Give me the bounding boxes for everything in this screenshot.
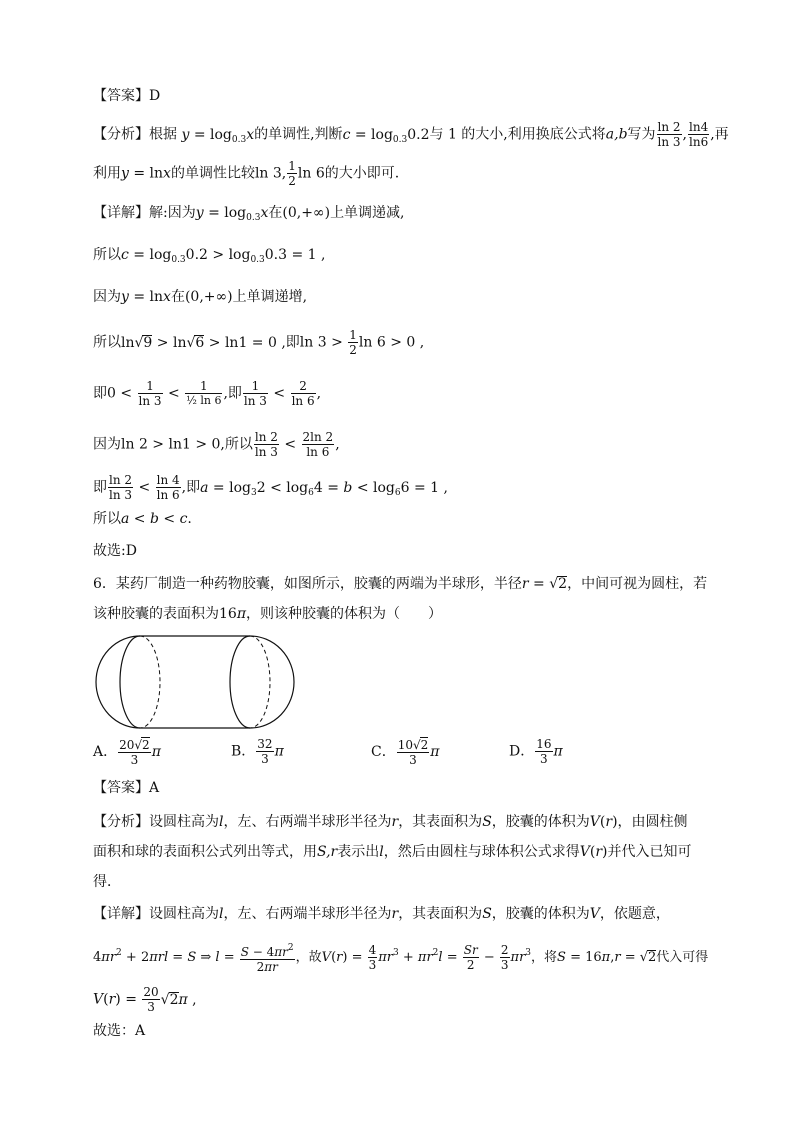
fraction: $\frac{20}{3}$: [143, 985, 159, 1014]
math: V(r) =: [321, 950, 367, 965]
math: $\pi r^3$: [510, 948, 532, 965]
text: ，胶囊的体积为: [491, 814, 590, 830]
math: $4\pi r^2 + 2\pi rl = S$ ⇒ l =: [93, 948, 239, 965]
option-c: C． $\frac{10√2}{3}$ π: [371, 738, 440, 767]
math: V: [589, 906, 600, 922]
text: ，其表面积为: [398, 906, 483, 922]
fraction: $\frac{1}{2}$: [288, 159, 296, 188]
math: S,r: [317, 844, 338, 860]
option-label: B．: [231, 743, 256, 760]
math: r: [391, 906, 399, 922]
text: 该种胶囊的表面积为: [93, 606, 219, 622]
q5-choice-line: [93, 541, 137, 561]
fraction: $\frac{1}{\ln 3}$: [138, 379, 162, 408]
fraction: $\frac{2}{3}$: [500, 943, 509, 972]
math: √2π ,: [160, 991, 197, 1008]
math: 16π: [219, 606, 247, 622]
text: 即: [93, 385, 107, 402]
right-ellipse-front: [230, 636, 250, 728]
text: ，依题意，: [599, 906, 670, 922]
text: 上单调递减,: [330, 205, 405, 221]
option-b: B． $\frac{32}{3}$ π: [231, 737, 284, 766]
detail-label: 【详解】: [93, 906, 149, 922]
fraction: $\frac{4}{3}$: [368, 943, 377, 972]
fraction: $\frac{\ln 4}{\ln 6}$: [689, 120, 709, 149]
text: 解:因为: [149, 205, 196, 221]
math: $\pi r^3 + \pi r^2l$ =: [378, 948, 462, 965]
math: V(r) =: [93, 991, 142, 1008]
analysis-label: 【分析】: [93, 126, 149, 143]
fraction: $\frac{16}{3}$: [536, 737, 552, 766]
math: ln 3,: [254, 165, 287, 182]
math: S: [482, 814, 492, 830]
q5-analysis-line-2: [93, 159, 399, 188]
math: y = lnx: [121, 165, 171, 182]
text: 在: [170, 289, 185, 305]
detail-label: 【详解】: [93, 205, 149, 221]
option-d: D． $\frac{16}{3}$ π: [509, 737, 563, 766]
text: 所以: [93, 334, 121, 351]
q6-answer-line: [93, 778, 159, 798]
text: 的单调性,判断: [254, 126, 343, 143]
math: l: [219, 814, 224, 830]
math: 0 <: [107, 385, 137, 402]
fraction: $\frac{2}{\ln 6}$: [291, 379, 315, 408]
fraction: $\frac{10√2}{3}$: [397, 738, 429, 767]
math: ln 6 > 0 ,: [358, 334, 425, 351]
math: .: [187, 511, 192, 527]
analysis-label: 【分析】: [93, 814, 149, 830]
capsule-figure: [95, 634, 297, 730]
fraction: $\frac{\ln 2}{\ln 3}$: [109, 473, 133, 502]
text: 根据: [149, 126, 177, 143]
math: ln√9 > ln√6 > ln1 = 0 ,: [121, 334, 286, 351]
left-ellipse-front: [120, 636, 140, 728]
fraction: $\frac{20√2}{3}$: [119, 738, 150, 767]
right-ellipse-back: [250, 636, 270, 728]
q5-detail-line-1: [93, 203, 405, 228]
q5-detail-line-3: [93, 287, 307, 307]
text: 即: [285, 334, 300, 351]
text: 所以: [93, 247, 121, 263]
text: 故选:D: [93, 543, 137, 559]
text: 故选：A: [93, 1023, 146, 1039]
fraction: $\frac{2\ln 2}{\ln 6}$: [302, 430, 334, 459]
text: ,即: [223, 385, 242, 402]
text: 的单调性比较: [170, 165, 255, 182]
left-ellipse-back: [140, 636, 160, 728]
fraction: $\frac{32}{3}$: [257, 737, 273, 766]
option-label: A．: [93, 744, 118, 760]
text: 得．: [93, 874, 121, 890]
text: ，将: [531, 950, 558, 965]
fraction: $\frac{\ln 4}{\ln 6}$: [156, 473, 180, 502]
text: ，左、右两端半球形半径为: [223, 906, 392, 922]
math: r = √2: [521, 576, 568, 592]
text: 与 1 的大小,利用换底公式将: [429, 126, 606, 143]
fraction: $\frac{\ln 2}{\ln 3}$: [657, 120, 681, 149]
text: 在: [268, 205, 283, 221]
math: V(r): [589, 814, 618, 830]
fraction: $\frac{1}{\ln 3}$: [243, 379, 267, 408]
math: <: [163, 385, 185, 402]
math: y = lnx: [121, 289, 171, 305]
text: 设圆柱高为: [149, 814, 219, 830]
text: 因为: [93, 289, 121, 305]
text: ,所以: [220, 436, 253, 453]
math: (0,+∞): [184, 289, 233, 305]
math: ln 3 >: [299, 334, 348, 351]
math: $c = \log_{0.3}0.2 > \log_{0.3}0.3 = 1$ ,: [121, 247, 326, 265]
math: $y = \log_{0.3}x$: [181, 126, 255, 145]
math: S: [482, 906, 492, 922]
math: ln 6: [297, 165, 325, 182]
math: r: [391, 814, 399, 830]
text: 的大小即可.: [324, 165, 400, 182]
text: 写为: [627, 126, 656, 143]
text: ，然后由圆柱与球体积公式求得: [383, 844, 580, 860]
q5-detail-line-4: [93, 328, 424, 357]
text: ，则该种胶囊的体积为（ ）: [246, 606, 443, 622]
q6-analysis-line-3: [93, 872, 121, 892]
answer-label: 【答案】: [93, 780, 149, 796]
text: 即: [93, 479, 107, 496]
q6-analysis-line-2: [93, 842, 691, 862]
text: 上单调递增,: [232, 289, 308, 305]
text: ，其表面积为: [398, 814, 483, 830]
fraction: $\frac{\ln 2}{\ln 3}$: [254, 430, 278, 459]
q6-answer-value: A: [149, 780, 160, 796]
math: (0,+∞): [282, 205, 331, 221]
text: ，中间可视为圆柱，若: [567, 576, 708, 592]
text: 代入可得: [656, 950, 709, 965]
fraction: $\frac{S - 4\pi r^2}{2\pi r}$: [240, 943, 294, 974]
q5-answer-value: D: [149, 88, 161, 104]
answer-label: 【答案】: [93, 88, 149, 104]
q6-detail-line-2: [93, 941, 708, 974]
math: ,: [335, 436, 340, 453]
q5-detail-line-6: [93, 430, 340, 459]
text: 设圆柱高为: [149, 906, 219, 922]
q5-detail-line-2: [93, 245, 325, 270]
text: 6．某药厂制造一种药物胶囊，如图所示，胶囊的两端为半球形，半径: [93, 576, 522, 592]
fraction: $\frac{1}{\text{½ ln 6}}$: [186, 379, 222, 407]
math: $c = \log_{0.3}0.2$: [342, 126, 430, 145]
math: $a = \log_32 < \log_64 = b < \log_66 = 1$ ,: [200, 479, 448, 498]
fraction: $\frac{Sr}{2}$: [463, 943, 478, 972]
text: 面积和球的表面积公式列出等式，用: [93, 844, 317, 860]
text: ，由圆柱侧: [617, 814, 688, 830]
text: ，故: [295, 950, 322, 965]
math: l: [219, 906, 224, 922]
math: ln 2 > ln1 > 0: [121, 436, 221, 453]
text: 所以: [93, 511, 121, 527]
math: a,b: [605, 126, 628, 143]
q6-analysis-line-1: [93, 812, 688, 832]
math: −: [479, 950, 499, 965]
q6-detail-line-3: [93, 985, 197, 1014]
math: <: [134, 479, 155, 496]
option-label: D．: [509, 743, 535, 760]
text: 利用: [93, 165, 121, 182]
text: ,即: [181, 479, 201, 496]
text: 因为: [93, 436, 121, 453]
math: <: [279, 436, 301, 453]
text: ，左、右两端半球形半径为: [223, 814, 392, 830]
fraction: $\frac{1}{2}$: [349, 328, 357, 357]
option-a: A． $\frac{20√2}{3}$ π: [93, 738, 161, 767]
option-label: C．: [371, 744, 396, 760]
q6-detail-line-1: [93, 904, 670, 924]
q6-stem-line-1: [93, 574, 707, 594]
math: a < b < c: [121, 511, 188, 527]
q5-answer-line: [93, 86, 160, 106]
q5-analysis-line-1: 【分析】根据 $y = \log_{0.3}x$的单调性,判断$c = \log_{0.3}0.2$与 1 的大小,利用换底公式将a,b写为 $\frac{\ln 2}{\ln 3}$ , $\frac{\ln 4}{\ln 6}$ ,再: [93, 120, 729, 149]
math: l: [379, 844, 384, 860]
math: ,: [316, 385, 322, 402]
math: S = 16π,r = √2: [557, 950, 657, 965]
text: 表示出: [337, 844, 380, 860]
q5-detail-line-7: [93, 473, 448, 503]
math: V(r): [579, 844, 608, 860]
q6-stem-line-2: [93, 604, 442, 624]
text: ，胶囊的体积为: [491, 906, 590, 922]
text: 并代入已知可: [607, 844, 692, 860]
q5-detail-line-8: [93, 509, 192, 529]
text: ,再: [710, 126, 729, 143]
q5-detail-line-5: [93, 379, 321, 408]
math: <: [268, 385, 290, 402]
math: $y = \log_{0.3}x$: [195, 205, 269, 223]
q6-choice-line: [93, 1021, 145, 1041]
